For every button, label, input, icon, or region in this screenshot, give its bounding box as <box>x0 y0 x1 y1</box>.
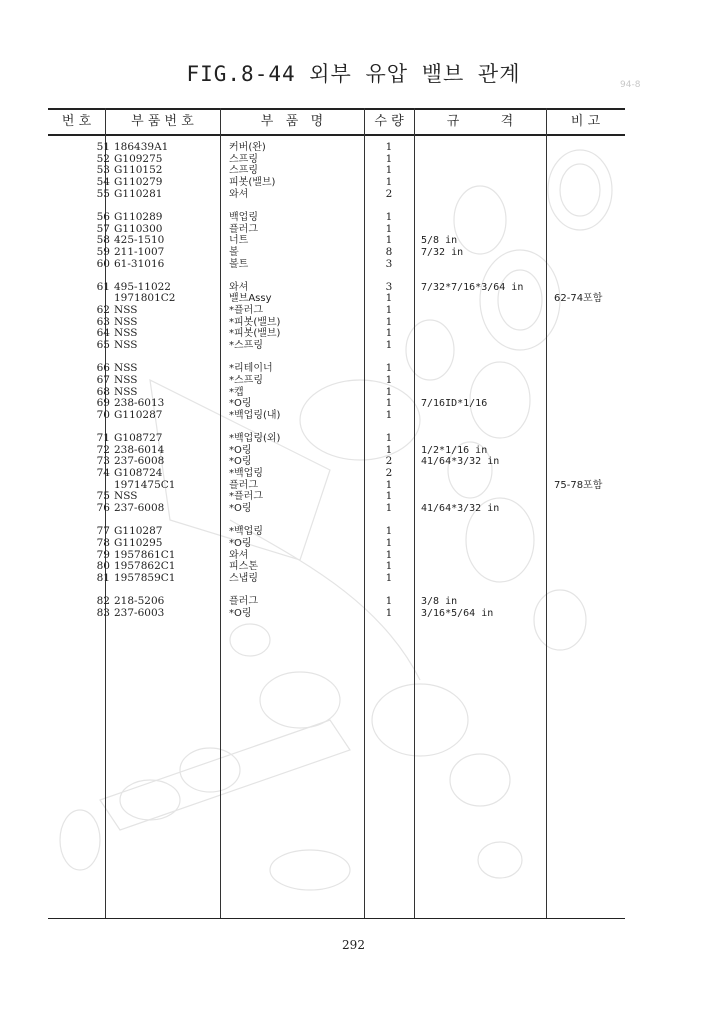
part-name: 와셔 <box>229 549 249 561</box>
part-name: 스프링 <box>229 153 258 165</box>
item-number: 64 <box>96 327 110 340</box>
item-number: 54 <box>96 176 110 189</box>
header-part-number: 부 품 번 호 <box>131 114 194 129</box>
part-name: *O링 <box>229 503 252 515</box>
item-number: 80 <box>96 560 110 573</box>
quantity: 1 <box>385 397 393 410</box>
quantity: 1 <box>385 339 393 352</box>
part-number: NSS <box>114 490 138 503</box>
quantity: 1 <box>385 431 393 444</box>
part-number: 1957859C1 <box>114 571 176 584</box>
item-number: 55 <box>96 187 110 200</box>
part-name: *피봇(밸브) <box>229 316 281 328</box>
item-number: 51 <box>96 141 110 153</box>
part-name: 플러그 <box>229 595 258 607</box>
specification: 7/32*7/16*3/64 in <box>421 281 524 293</box>
item-number: 69 <box>96 397 110 410</box>
quantity: 1 <box>385 536 393 549</box>
part-name: *플러그 <box>229 491 263 503</box>
item-number: 72 <box>96 443 110 456</box>
part-number: 1957862C1 <box>114 560 176 573</box>
part-name: 커버(완) <box>229 142 266 153</box>
item-number: 78 <box>96 536 110 549</box>
part-number: 237-6008 <box>114 502 165 515</box>
item-number: 62 <box>96 304 110 316</box>
page-title: FIG.8-44 외부 유압 밸브 관계 <box>186 62 521 86</box>
part-number: 238-6014 <box>114 443 165 456</box>
quantity: 1 <box>385 210 393 223</box>
part-number: 186439A1 <box>114 141 169 153</box>
specification: 5/8 in <box>421 235 458 247</box>
part-number: NSS <box>114 362 138 375</box>
part-name: *O링 <box>229 537 252 549</box>
item-number: 75 <box>96 490 110 503</box>
part-name: *피봇(밸브) <box>229 328 281 340</box>
item-number: 76 <box>96 502 110 515</box>
part-number: G110152 <box>114 164 163 177</box>
quantity: 3 <box>385 257 393 270</box>
quantity: 8 <box>385 245 393 258</box>
part-number: 1971475C1 <box>114 478 176 491</box>
quantity: 1 <box>385 478 393 491</box>
part-name: *리테이너 <box>229 363 273 375</box>
item-number: 66 <box>96 362 110 375</box>
part-number: G108727 <box>114 431 163 444</box>
item-number: 74 <box>96 467 110 479</box>
column-divider <box>364 108 365 918</box>
quantity: 1 <box>385 606 393 619</box>
item-number: 53 <box>96 164 110 177</box>
item-number: 65 <box>96 339 110 352</box>
quantity: 1 <box>385 164 393 177</box>
header-quantity: 수 량 <box>374 114 404 129</box>
item-number: 59 <box>96 245 110 258</box>
part-number: 1957861C1 <box>114 548 176 561</box>
column-divider <box>546 108 547 918</box>
item-number: 60 <box>96 257 110 270</box>
item-number: 73 <box>96 455 110 468</box>
part-number: NSS <box>114 304 138 316</box>
part-number: NSS <box>114 373 138 386</box>
part-number: 218-5206 <box>114 594 165 607</box>
part-number: G110289 <box>114 210 163 223</box>
item-number: 81 <box>96 571 110 584</box>
item-number: 79 <box>96 548 110 561</box>
quantity: 1 <box>385 525 393 538</box>
quantity: 1 <box>385 373 393 386</box>
part-number: G108724 <box>114 467 163 479</box>
part-name: *스프링 <box>229 340 263 352</box>
item-number: 61 <box>96 280 110 293</box>
note: 62-74포함 <box>554 293 603 305</box>
item-number: 70 <box>96 408 110 421</box>
quantity: 3 <box>385 280 393 293</box>
part-name: *백업링(내) <box>229 409 281 421</box>
quantity: 2 <box>385 187 393 200</box>
quantity: 1 <box>385 362 393 375</box>
corner-mark: 94-8 <box>620 80 641 90</box>
item-number: 77 <box>96 525 110 538</box>
item-number: 56 <box>96 210 110 223</box>
part-number: NSS <box>114 327 138 340</box>
quantity: 1 <box>385 292 393 305</box>
quantity: 1 <box>385 560 393 573</box>
specification: 3/16*5/64 in <box>421 607 494 619</box>
column-divider <box>414 108 415 918</box>
quantity: 1 <box>385 222 393 235</box>
header-part-name: 부 품 명 <box>260 114 324 129</box>
part-name: *스프링 <box>229 374 263 386</box>
part-number: G110287 <box>114 408 163 421</box>
quantity: 2 <box>385 467 393 479</box>
header-no: 번 호 <box>61 114 92 129</box>
page-number: 292 <box>342 938 365 952</box>
part-number: 238-6013 <box>114 397 165 410</box>
part-name: *플러그 <box>229 305 263 316</box>
item-number: 71 <box>96 431 110 444</box>
item-number: 82 <box>96 594 110 607</box>
part-name: 밸브Assy <box>229 293 272 305</box>
part-number: G110279 <box>114 176 163 189</box>
quantity: 2 <box>385 455 393 468</box>
note: 75-78포함 <box>554 479 603 491</box>
part-name: 와셔 <box>229 188 249 200</box>
header-bottom-rule <box>48 134 625 136</box>
part-name: 스프링 <box>229 165 258 177</box>
specification: 7/16ID*1/16 <box>421 398 488 410</box>
part-number: G110295 <box>114 536 163 549</box>
header-note: 비 고 <box>570 114 601 129</box>
quantity: 1 <box>385 548 393 561</box>
specification: 41/64*3/32 in <box>421 456 500 468</box>
quantity: 1 <box>385 502 393 515</box>
item-number: 57 <box>96 222 110 235</box>
item-number: 83 <box>96 606 110 619</box>
header-spec: 규 격 <box>446 114 514 129</box>
part-number: 61-31016 <box>114 257 165 270</box>
specification: 3/8 in <box>421 595 458 607</box>
part-name: 스냅링 <box>229 572 258 584</box>
part-name: 백업링 <box>229 211 258 223</box>
part-number: 211-1007 <box>114 245 165 258</box>
specification: 1/2*1/16 in <box>421 444 488 456</box>
quantity: 1 <box>385 594 393 607</box>
part-name: *O링 <box>229 607 252 619</box>
specification: 7/32 in <box>421 246 464 258</box>
part-name: *캡 <box>229 386 244 398</box>
part-name: 볼 <box>229 246 239 258</box>
item-number: 52 <box>96 152 110 165</box>
item-number: 68 <box>96 385 110 398</box>
quantity: 1 <box>385 408 393 421</box>
table-top-rule <box>48 108 625 110</box>
part-name: 플러그 <box>229 223 258 235</box>
quantity: 1 <box>385 571 393 584</box>
quantity: 1 <box>385 304 393 316</box>
part-name: *O링 <box>229 444 252 456</box>
quantity: 1 <box>385 152 393 165</box>
item-number: 63 <box>96 315 110 328</box>
part-number: 237-6008 <box>114 455 165 468</box>
part-name: 볼트 <box>229 258 249 270</box>
part-name: 피봇(밸브) <box>229 177 276 189</box>
part-number: 425-1510 <box>114 234 165 247</box>
part-number: G110300 <box>114 222 163 235</box>
part-number: 1971801C2 <box>114 292 176 305</box>
quantity: 1 <box>385 385 393 398</box>
part-name: 와셔 <box>229 281 249 293</box>
part-name: 피스톤 <box>229 561 258 573</box>
part-name: 플러그 <box>229 479 258 491</box>
quantity: 1 <box>385 234 393 247</box>
quantity: 1 <box>385 315 393 328</box>
part-number: NSS <box>114 339 138 352</box>
item-number: 67 <box>96 373 110 386</box>
part-number: G110281 <box>114 187 163 200</box>
quantity: 1 <box>385 490 393 503</box>
part-number: G110287 <box>114 525 163 538</box>
part-number: G109275 <box>114 152 163 165</box>
part-name: *백업링 <box>229 468 263 479</box>
part-name: *백업링 <box>229 526 263 538</box>
quantity: 1 <box>385 327 393 340</box>
quantity: 1 <box>385 176 393 189</box>
item-number: 58 <box>96 234 110 247</box>
part-number: NSS <box>114 385 138 398</box>
part-number: 237-6003 <box>114 606 165 619</box>
part-number: 495-11022 <box>114 280 171 293</box>
quantity: 1 <box>385 141 393 153</box>
part-name: 너트 <box>229 235 249 247</box>
part-name: *백업링(외) <box>229 432 281 444</box>
quantity: 1 <box>385 443 393 456</box>
table-bottom-rule <box>48 918 625 919</box>
part-name: *O링 <box>229 398 252 410</box>
column-divider <box>220 108 221 918</box>
specification: 41/64*3/32 in <box>421 503 500 515</box>
part-number: NSS <box>114 315 138 328</box>
part-name: *O링 <box>229 456 252 468</box>
